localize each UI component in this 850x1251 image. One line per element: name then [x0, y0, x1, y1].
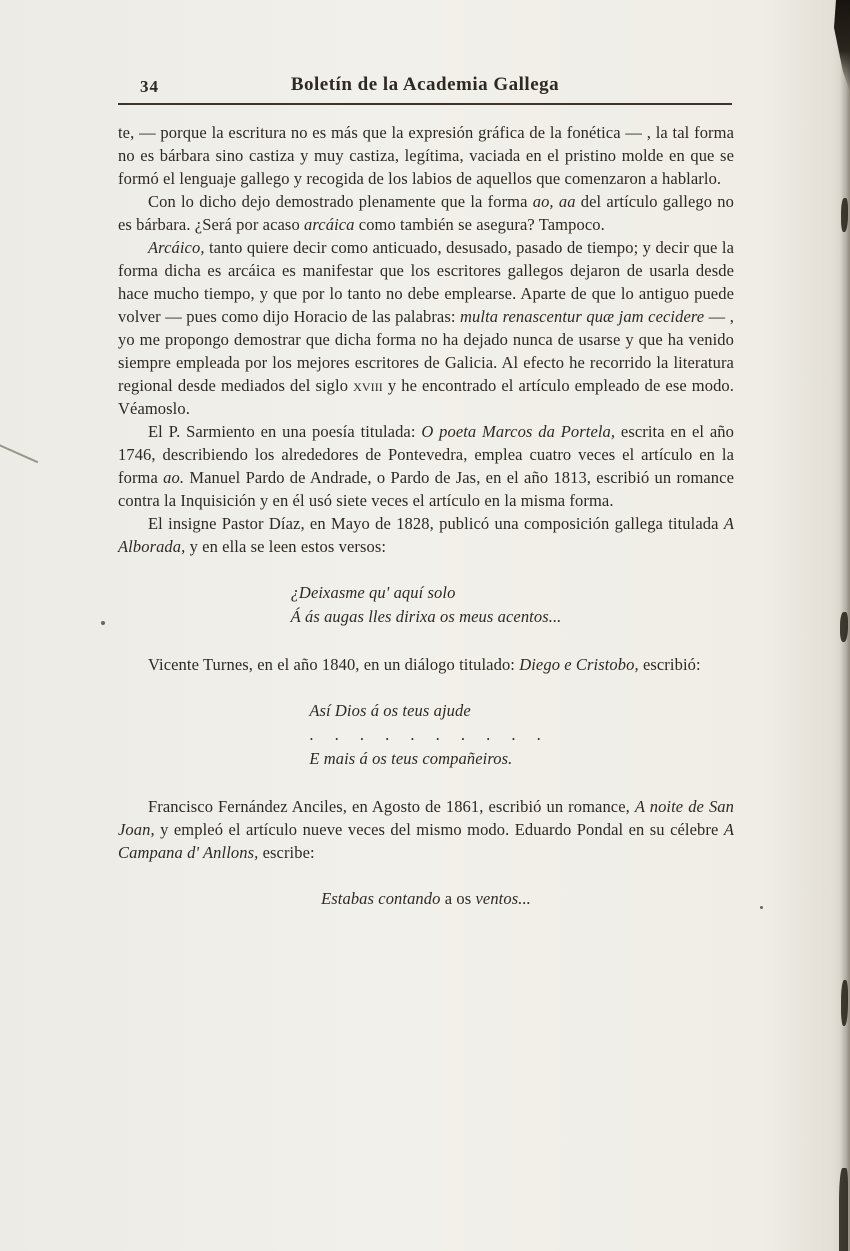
verse-line — [291, 581, 562, 605]
scan-binding-shadow — [840, 0, 850, 1251]
text-run: te, — porque la escritura no es más que la expresión gráfica de la fonética — , la tal forma no es bárbara sino castiza y muy castiza, legítima, vaciada en el pristino molde en que se formó el lenguaje gallego y recogida de los labios de aquellos que comenzaron a hablarlo. — [118, 123, 734, 188]
text-run: Manuel Pardo de Andrade, o Pardo de Jas, en el año 1813, escribió un romance contra la Inquisición y en él usó siete veces el artículo en la misma forma. — [118, 468, 734, 510]
page-body — [118, 121, 734, 935]
paragraph — [118, 653, 734, 676]
text-run: El insigne Pastor Díaz, en Mayo de 1828, publicó una composición gallega titulada — [148, 514, 724, 533]
text-run: A Campana d' Anllons, — [118, 820, 734, 862]
text-run: y he encontrado el artículo empleado de ese modo. Véamoslo. — [118, 376, 734, 418]
text-run: Estabas contando — [321, 889, 441, 908]
verse-block — [118, 887, 734, 911]
text-run: escribe: — [258, 843, 315, 862]
text-run: xviii — [353, 376, 383, 395]
text-run: A Alborada, — [118, 514, 734, 556]
verse-inner — [309, 699, 542, 771]
text-run: . . . . . . . . . . — [309, 725, 543, 744]
scan-edge-ink-blob — [841, 198, 848, 232]
paragraph — [118, 190, 734, 236]
text-run: Arcáico, — [148, 238, 205, 257]
paragraph — [118, 420, 734, 512]
verse-inner — [291, 581, 562, 629]
text-run: El P. Sarmiento en una poesía titulada: — [148, 422, 422, 441]
scan-edge-ink-blob — [839, 1168, 848, 1251]
scan-edge-ink-blob — [841, 980, 848, 1026]
verse-line — [309, 723, 542, 747]
text-run: ventos... — [475, 889, 531, 908]
verse-line — [309, 747, 542, 771]
text-run: y empleó el artículo nueve veces del mismo modo. Eduardo Pondal en su célebre — [154, 820, 724, 839]
verse-line — [321, 887, 531, 911]
verse-block — [118, 699, 734, 771]
running-title: Boletín de la Academia Gallega — [290, 74, 560, 95]
text-run: A noite de San Joan, — [118, 797, 734, 839]
text-run: como también se asegura? Tampoco. — [354, 215, 605, 234]
text-run: multa renascentur quæ jam cecidere — [460, 307, 705, 326]
scan-ink-speck — [760, 906, 763, 909]
verse-line — [309, 699, 542, 723]
text-run: O poeta Marcos da Portela, — [421, 422, 616, 441]
text-run: Con lo dicho dejo demostrado plenamente que la forma — [148, 192, 533, 211]
text-run: ¿Deixasme qu' aquí solo — [290, 583, 456, 602]
text-run: augas lles dirixa os meus acentos... — [324, 607, 562, 626]
page-header — [118, 74, 732, 100]
paragraph — [118, 795, 734, 864]
text-run: ao, aa — [532, 192, 576, 211]
scan-corner-ink-mark — [830, 0, 850, 92]
text-run: E mais á os teus compañeiros. — [309, 749, 513, 768]
text-run: Vicente Turnes, en el año 1840, en un diálogo titulado: — [148, 655, 520, 674]
text-run: escribió: — [638, 655, 701, 674]
text-run: ao. — [163, 468, 185, 487]
verse-inner — [321, 887, 531, 911]
text-run: arcáica — [304, 215, 355, 234]
paragraph — [118, 236, 734, 420]
text-run: Diego e Cristobo, — [519, 655, 639, 674]
text-run: — , yo me propongo demostrar que dicha forma no ha dejado nunca de usarse y que ha venido siempre empleada por los mejores escritores de Galicia. Al efecto he recorrido la literatura regional desde mediados del siglo — [118, 307, 734, 395]
text-run: tanto quiere decir como anticuado, desusado, pasado de tiempo; y decir que la forma dicha es arcáica es manifestar que los escritores gallegos dejaron de usarla desde hace mucho tiempo, y que por lo tanto no debe emplearse. Aparte de que lo antiguo puede volver — pues como dijo Horacio de las palabras: — [118, 238, 734, 326]
text-run: a os — [440, 889, 476, 908]
text-run: Francisco Fernández Anciles, en Agosto de 1861, escribió un romance, — [148, 797, 635, 816]
text-run: y en ella se leen estos versos: — [185, 537, 387, 556]
verse-line — [291, 605, 562, 629]
page-number: 34 — [140, 77, 159, 96]
verse-block — [118, 581, 734, 629]
scan-ink-speck — [101, 621, 105, 625]
text-run: Así Dios á os teus ajude — [309, 701, 471, 720]
scan-edge-ink-blob — [840, 612, 848, 642]
scan-scratch-line — [0, 443, 38, 463]
text-run: del artículo gallego no es bárbara. ¿Será por acaso — [118, 192, 734, 234]
paragraph — [118, 512, 734, 558]
text-run: escrita en el año 1746, describiendo los alrededores de Pontevedra, emplea cuatro veces el artículo en la forma — [118, 422, 734, 487]
header-rule — [118, 103, 732, 105]
text-run: Á ás — [290, 607, 325, 626]
paragraph — [118, 121, 734, 190]
